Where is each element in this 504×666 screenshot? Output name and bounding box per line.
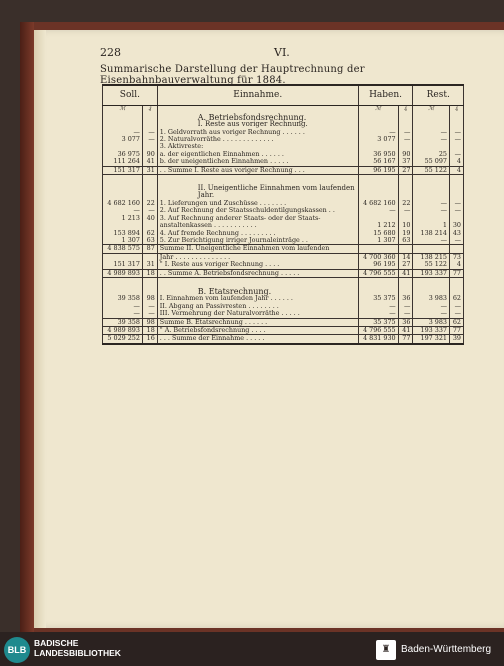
unit-mark: ℳ [358, 106, 398, 114]
haben-mark-cell: 4 796 555 [358, 326, 398, 334]
rest-pf-cell: 77 [449, 326, 463, 334]
haben-pf-cell: 37 [398, 158, 413, 166]
soll-pf-cell: — [142, 207, 157, 214]
rest-pf-cell: 73 [449, 253, 463, 261]
library-name-line2: LANDESBIBLIOTHEK [34, 648, 121, 658]
soll-pf-cell: 31 [142, 261, 157, 269]
book-spine [20, 22, 34, 632]
haben-pf-cell: 14 [398, 253, 413, 261]
table-row [103, 261, 464, 269]
soll-mark-cell: 4 838 575 [103, 245, 143, 253]
haben-mark-cell: — [358, 303, 398, 310]
soll-mark-cell: 111 264 [103, 158, 143, 166]
description-cell: . . Summe A. Betriebsfondsrechnung . . . . . [157, 269, 358, 277]
rest-mark-cell: 3 983 [413, 318, 450, 326]
rest-mark-cell: 1 [413, 222, 450, 229]
soll-pf-cell: — [142, 310, 157, 318]
soll-pf-cell: 18 [142, 326, 157, 334]
description-cell: 2. Auf Rechnung der Staatsschuldentilgungskassen . . [157, 207, 358, 214]
rest-mark-cell: — [413, 303, 450, 310]
description-cell: 2. Naturalvorräthe . . . . . . . . . . . . . [157, 136, 358, 143]
ledger-body [103, 106, 464, 344]
state-name: Baden-Württemberg [401, 644, 492, 655]
sum-row [103, 335, 464, 344]
rest-mark-cell: 138 215 [413, 253, 450, 261]
table-row [103, 310, 464, 318]
haben-mark-cell: 4 682 160 [358, 200, 398, 207]
description-cell: a. der eigentlichen Einnahmen . . . . . . [157, 151, 358, 158]
unit-mark: ℳ [103, 106, 143, 114]
rest-pf-cell: 62 [449, 318, 463, 326]
soll-mark-cell: 3 077 [103, 136, 143, 143]
page-gutter [34, 30, 46, 628]
soll-mark-cell: 5 029 252 [103, 335, 143, 344]
rest-mark-cell: 55 122 [413, 261, 450, 269]
description-cell: Summe II. Uneigentliche Einnahmen vom laufenden [157, 245, 358, 253]
soll-pf-cell: 98 [142, 295, 157, 302]
rest-pf-cell: 4 [449, 261, 463, 269]
unit-pf: ₰ [142, 106, 157, 114]
rest-mark-cell [413, 245, 450, 253]
header-soll: Soll. [103, 85, 158, 106]
haben-pf-cell: 77 [398, 335, 413, 344]
ledger-table [102, 84, 464, 345]
rest-pf-cell: — [449, 310, 463, 318]
haben-pf-cell: 36 [398, 295, 413, 302]
soll-pf-cell: — [142, 136, 157, 143]
soll-mark-cell: 151 317 [103, 166, 143, 174]
description-cell: 3. Aktivreste: [157, 143, 358, 150]
soll-mark-cell: 39 358 [103, 318, 143, 326]
soll-pf-cell: 18 [142, 269, 157, 277]
rest-mark-cell: 193 337 [413, 326, 450, 334]
haben-pf-cell: 41 [398, 269, 413, 277]
library-logo: BLB [4, 637, 30, 663]
haben-mark-cell: 56 167 [358, 158, 398, 166]
soll-pf-cell: 87 [142, 245, 157, 253]
haben-pf-cell: 27 [398, 166, 413, 174]
unit-pf: ₰ [398, 106, 413, 114]
haben-pf-cell: — [398, 129, 413, 136]
soll-mark-cell: 153 894 [103, 230, 143, 237]
haben-pf-cell: — [398, 303, 413, 310]
rest-pf-cell: — [449, 129, 463, 136]
soll-pf-cell: 62 [142, 230, 157, 237]
rest-mark-cell: 3 983 [413, 295, 450, 302]
soll-mark-cell: 1 213 [103, 215, 143, 222]
rest-pf-cell: — [449, 207, 463, 214]
description-cell: b. der uneigentlichen Einnahmen . . . . . [157, 158, 358, 166]
haben-mark-cell: 36 950 [358, 151, 398, 158]
description-cell: 5. Zur Berichtigung irriger Journaleinträge . . [157, 237, 358, 245]
haben-mark-cell: — [358, 207, 398, 214]
haben-pf-cell: 22 [398, 200, 413, 207]
rest-mark-cell: 55 097 [413, 158, 450, 166]
soll-mark-cell: — [103, 207, 143, 214]
description-cell: III. Vermehrung der Naturalvorräthe . . . . . [157, 310, 358, 318]
spacer-row [103, 277, 464, 288]
header-row [103, 85, 464, 106]
rest-mark-cell: 55 122 [413, 166, 450, 174]
haben-pf-cell: 19 [398, 230, 413, 237]
description-cell: " A. Betriebsfondsrechnung . . . . [157, 326, 358, 334]
header-haben: Haben. [358, 85, 413, 106]
rest-pf-cell: — [449, 136, 463, 143]
sum-row [103, 245, 464, 253]
soll-pf-cell: — [142, 129, 157, 136]
rest-mark-cell: 193 337 [413, 269, 450, 277]
rest-pf-cell: — [449, 303, 463, 310]
soll-mark-cell: 4 682 160 [103, 200, 143, 207]
description-cell: . . . Summe der Einnahme . . . . . [157, 335, 358, 344]
rest-pf-cell: 39 [449, 335, 463, 344]
haben-mark-cell: 4 700 360 [358, 253, 398, 261]
rest-mark-cell: 25 [413, 151, 450, 158]
rest-mark-cell: — [413, 200, 450, 207]
chapter-number: VI. [274, 46, 290, 59]
haben-mark-cell: — [358, 129, 398, 136]
description-cell: 4. Auf fremde Rechnung . . . . . . . . . [157, 230, 358, 237]
rest-mark-cell: 138 214 [413, 230, 450, 237]
library-name-line1: BADISCHE [34, 638, 79, 648]
rest-pf-cell: 30 [449, 222, 463, 229]
soll-pf-cell: 90 [142, 151, 157, 158]
section-heading: A. Betriebsfondsrechnung. [157, 114, 358, 121]
soll-pf-cell: — [142, 303, 157, 310]
section-heading: II. Uneigentliche Einnahmen vom laufenden Jahr. [157, 185, 358, 200]
haben-pf-cell: — [398, 136, 413, 143]
soll-pf-cell: 98 [142, 318, 157, 326]
library-name [34, 638, 121, 658]
soll-pf-cell: 63 [142, 237, 157, 245]
rest-pf-cell: 43 [449, 230, 463, 237]
haben-mark-cell: 96 195 [358, 261, 398, 269]
haben-mark-cell: 96 195 [358, 166, 398, 174]
haben-mark-cell: 4 831 930 [358, 335, 398, 344]
soll-pf-cell: 40 [142, 215, 157, 222]
rest-pf-cell: — [449, 151, 463, 158]
rest-pf-cell: 62 [449, 295, 463, 302]
rest-pf-cell: — [449, 237, 463, 245]
subsection-heading-row [103, 185, 464, 200]
table-row [103, 158, 464, 166]
haben-pf-cell: 63 [398, 237, 413, 245]
soll-mark-cell: 4 989 893 [103, 326, 143, 334]
rest-mark-cell: — [413, 310, 450, 318]
soll-pf-cell: 16 [142, 335, 157, 344]
soll-mark-cell: 4 989 893 [103, 269, 143, 277]
soll-pf-cell: 22 [142, 200, 157, 207]
rest-mark-cell: — [413, 136, 450, 143]
soll-mark-cell: 151 317 [103, 261, 143, 269]
rest-mark-cell: — [413, 207, 450, 214]
haben-mark-cell: 3 077 [358, 136, 398, 143]
soll-pf-cell: 31 [142, 166, 157, 174]
description-cell: II. Abgang an Passivresten . . . . . . . . [157, 303, 358, 310]
rest-pf-cell: — [449, 200, 463, 207]
unit-mark: ℳ [413, 106, 450, 114]
header-einnahme: Einnahme. [157, 85, 358, 106]
rest-mark-cell: 197 321 [413, 335, 450, 344]
rest-pf-cell: 4 [449, 158, 463, 166]
haben-pf-cell: 27 [398, 261, 413, 269]
rest-mark-cell: — [413, 129, 450, 136]
soll-mark-cell: — [103, 310, 143, 318]
description-cell: I. Einnahmen vom laufenden Jahr . . . . . . [157, 295, 358, 302]
haben-mark-cell: 1 212 [358, 222, 398, 229]
soll-pf-cell: 41 [142, 158, 157, 166]
soll-mark-cell: — [103, 303, 143, 310]
description-cell: Summe B. Etatsrechnung . . . . . . [157, 318, 358, 326]
description-cell: anstaltenkassen . . . . . . . . . . . [157, 222, 358, 229]
page-number: 228 [100, 46, 121, 59]
description-cell: " I. Reste aus voriger Rechnung . . . . [157, 261, 358, 269]
haben-pf-cell [398, 245, 413, 253]
haben-pf-cell: — [398, 207, 413, 214]
soll-mark-cell: — [103, 129, 143, 136]
haben-mark-cell: 1 307 [358, 237, 398, 245]
haben-pf-cell: 36 [398, 318, 413, 326]
haben-mark-cell: — [358, 310, 398, 318]
haben-pf-cell: 90 [398, 151, 413, 158]
haben-pf-cell: 41 [398, 326, 413, 334]
haben-mark-cell: 35 375 [358, 295, 398, 302]
table-row [103, 136, 464, 143]
haben-mark-cell [358, 245, 398, 253]
rest-pf-cell: 77 [449, 269, 463, 277]
rest-pf-cell: 4 [449, 166, 463, 174]
description-cell: 1. Geldvorrath aus voriger Rechnung . . . . . . [157, 129, 358, 136]
description-cell: 1. Lieferungen und Zuschüsse . . . . . . . [157, 200, 358, 207]
description-cell: 3. Auf Rechnung anderer Staats- oder der Staats- [157, 215, 358, 222]
description-cell: . . Summe I. Reste aus voriger Rechnung . . . [157, 166, 358, 174]
haben-pf-cell: — [398, 310, 413, 318]
page-title: Summarische Darstellung der Hauptrechnung der Eisenbahnbauverwaltung für 1884. [100, 64, 365, 86]
sum-row [103, 166, 464, 174]
rest-pf-cell [449, 245, 463, 253]
sum-row [103, 269, 464, 277]
rest-mark-cell: — [413, 237, 450, 245]
haben-pf-cell: 10 [398, 222, 413, 229]
haben-mark-cell: 4 796 555 [358, 269, 398, 277]
haben-mark-cell: 15 680 [358, 230, 398, 237]
unit-pf: ₰ [449, 106, 463, 114]
header-rest: Rest. [413, 85, 464, 106]
haben-mark-cell: 35 375 [358, 318, 398, 326]
soll-mark-cell: 36 975 [103, 151, 143, 158]
section-heading: I. Reste aus voriger Rechnung. [157, 121, 358, 128]
state-crest-icon: ♜ [376, 640, 396, 660]
description-cell: Jahr . . . . . . . . . . . . . . [157, 253, 358, 261]
soll-mark-cell: 1 307 [103, 237, 143, 245]
section-heading: B. Etatsrechnung. [157, 288, 358, 295]
soll-mark-cell: 39 358 [103, 295, 143, 302]
